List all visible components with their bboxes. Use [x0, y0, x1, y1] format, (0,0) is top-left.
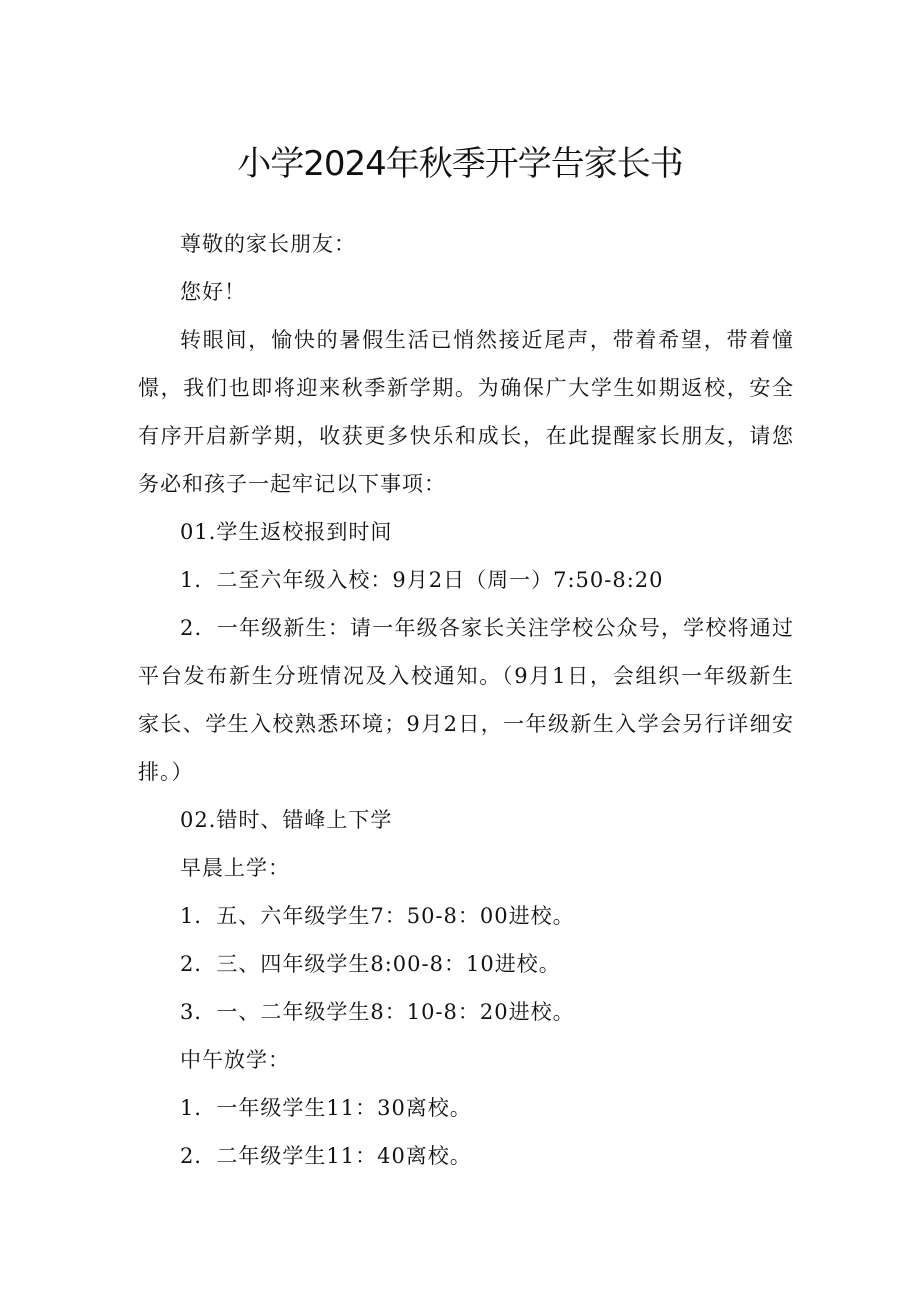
list-item-grades-2-6: 1．二至六年级入校：9月2日（周一）7:50-8:20	[180, 568, 664, 592]
document-title: 小学2024年秋季开学告家长书	[237, 144, 683, 184]
list-item-grade-1: 2．一年级新生：请一年级各家长关注学校公众号，学校将通过平台发布新生分班情况及入校通知。（9月1日，会组织一年级新生家长、学生入校熟悉环境；9月2日，一年级新生入学会另行详细安排。）	[138, 616, 794, 784]
list-item-morning-1-2: 3．一、二年级学生8：10-8：20进校。	[180, 1000, 575, 1024]
list-item-morning-5-6: 1．五、六年级学生7：50-8：00进校。	[180, 904, 575, 928]
document-body	[138, 220, 794, 1180]
intro-paragraph: 转眼间，愉快的暑假生活已悄然接近尾声，带着希望，带着憧憬，我们也即将迎来秋季新学期。为确保广大学生如期返校，安全有序开启新学期，收获更多快乐和成长，在此提醒家长朋友，请您务必和孩子一起牢记以下事项：	[138, 328, 794, 496]
list-item-noon-1: 1．一年级学生11：30离校。	[180, 1096, 472, 1120]
list-item-morning-3-4: 2．三、四年级学生8:00-8：10进校。	[180, 952, 561, 976]
salutation: 尊敬的家长朋友：	[180, 232, 356, 256]
section-heading-return-time: 01.学生返校报到时间	[180, 520, 393, 544]
subheading-morning: 早晨上学：	[180, 856, 290, 880]
list-item-noon-2: 2．二年级学生11：40离校。	[180, 1144, 472, 1168]
section-heading-staggered: 02.错时、错峰上下学	[180, 808, 393, 832]
subheading-noon: 中午放学：	[180, 1048, 290, 1072]
greeting: 您好！	[180, 280, 246, 304]
